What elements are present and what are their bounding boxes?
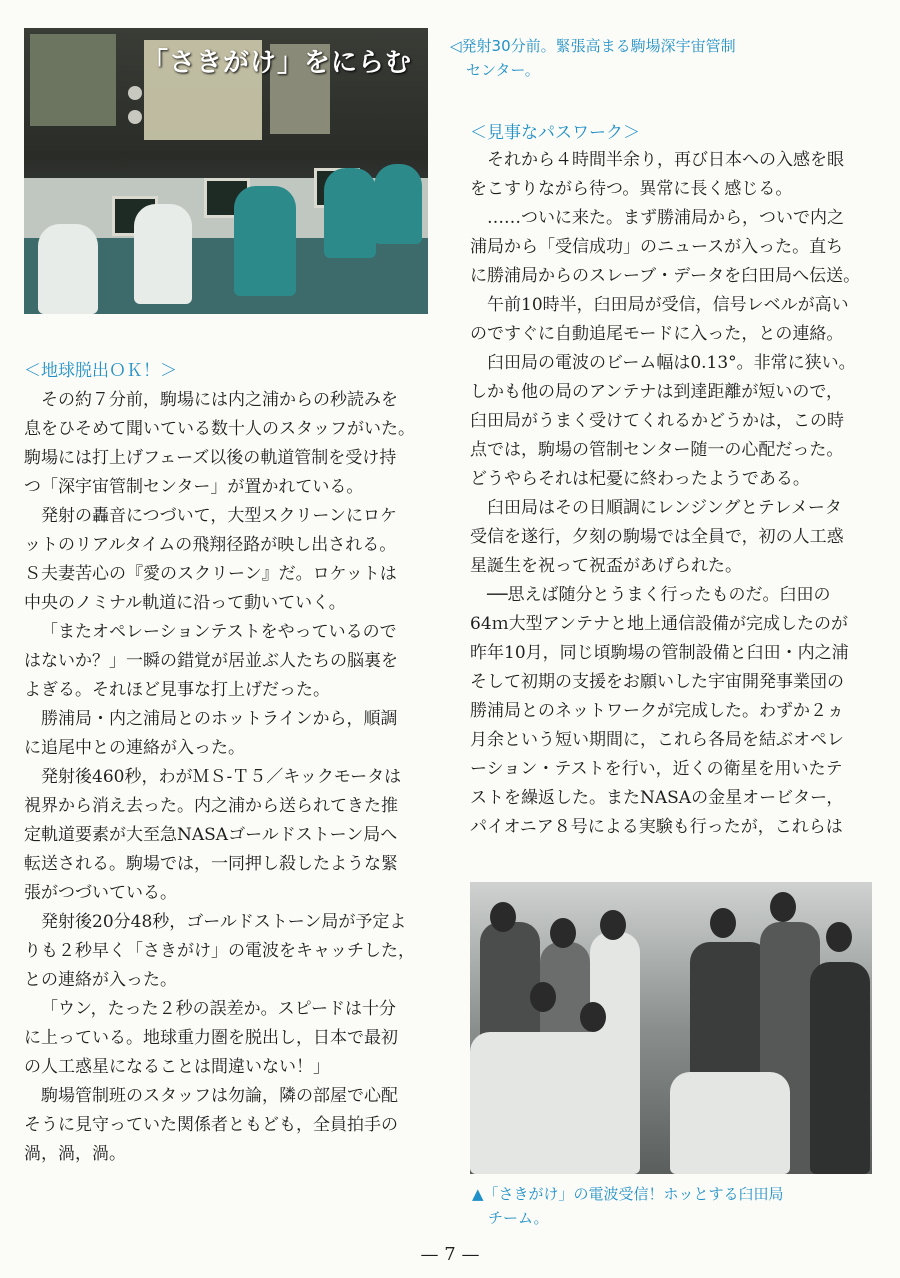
text-line: 発射後460秒，わがＭＳ-Ｔ５／キックモータは (41, 767, 402, 787)
text-line: 午前10時半，臼田局が受信，信号レベルが高い (487, 295, 849, 315)
caption-line: センター。 (466, 61, 540, 79)
display-screen (30, 34, 116, 126)
text-line: 渦，渦，渦。 (24, 1144, 126, 1164)
text-line: に勝浦局からのスレーブ・データを臼田局へ伝送。 (470, 266, 861, 286)
equipment (470, 1032, 640, 1174)
text-line: つ「深宇宙管制センター」が置かれている。 (24, 477, 364, 497)
text-line: ーション・テストを行い，近くの衛星を用いたテ (470, 759, 843, 779)
text-line: との連絡が入った。 (24, 970, 177, 990)
text-line: 「ウン，たった２秒の誤差か。スピードは十分 (41, 999, 396, 1019)
usuda-team-photo (470, 882, 872, 1174)
text-line: 浦局から「受信成功」のニュースが入った。直ち (470, 237, 844, 257)
text-line: 張がつづいている。 (24, 883, 177, 903)
section-heading: ＜地球脱出ＯＫ！＞ (24, 361, 177, 381)
text-line: よぎる。それほど見事な打上げだった。 (24, 680, 330, 700)
text-line: 発射後20分48秒，ゴールドストーン局が予定よ (41, 912, 407, 932)
team-member-head (770, 892, 796, 922)
team-member-head (600, 910, 626, 940)
team-member-head (530, 982, 556, 1012)
text-line: 駒場管制班のスタッフは勿論，隣の部屋で心配 (41, 1086, 398, 1106)
text-line: をこすりながら待つ。異常に長く感じる。 (470, 179, 793, 199)
operator (374, 164, 422, 244)
text-line: その約７分前，駒場には内之浦からの秒読みを (41, 390, 398, 410)
text-line: 64ｍ大型アンテナと地上通信設備が完成したのが (470, 614, 848, 634)
text-line: 月余という短い期間に，これら各局を結ぶオペレ (470, 730, 844, 750)
control-room-photo (24, 28, 428, 314)
photo-caption-bottom (472, 1182, 872, 1230)
text-line: に追尾中との連絡が入った。 (24, 738, 245, 758)
photo-title: 「さきがけ」をにらむ (142, 48, 413, 78)
operator (134, 204, 192, 304)
team-member-head (826, 922, 852, 952)
text-line: 駒場には打上げフェーズ以後の軌道管制を受け持 (24, 448, 397, 468)
text-line: 勝浦局とのネットワークが完成した。わずか２ヵ (470, 701, 844, 721)
caption-line: ▲「さきがけ」の電波受信！ホッとする臼田局 (472, 1185, 784, 1203)
text-line: それから４時間半余り，再び日本への入感を眼 (487, 150, 844, 170)
team-member-head (490, 902, 516, 932)
left-column-text (24, 386, 444, 1169)
text-line: ……ついに来た。まず勝浦局から，ついで内之 (487, 208, 844, 228)
right-column-text (470, 146, 890, 842)
operator (234, 186, 296, 296)
text-line: しかも他の局のアンテナは到達距離が短いので， (470, 382, 843, 402)
photo-caption-top (450, 34, 850, 82)
text-line: どうやらそれは杞憂に終わったようである。 (470, 469, 810, 489)
text-line: パイオニア８号による実験も行ったが，これらは (470, 817, 843, 837)
text-line: 息をひそめて聞いている数十人のスタッフがいた。 (24, 419, 415, 439)
clock-icon (128, 110, 142, 124)
text-line: りも２秒早く「さきがけ」の電波をキャッチした， (24, 941, 415, 961)
team-member-head (580, 1002, 606, 1032)
clock-icon (128, 86, 142, 100)
text-line: そうに見守っていた関係者ともども，全員拍手の (24, 1115, 398, 1135)
text-line: Ｓ夫妻苦心の『愛のスクリーン』だ。ロケットは (24, 564, 397, 584)
text-line: ットのリアルタイムの飛翔径路が映し出される。 (24, 535, 397, 555)
text-line: 発射の轟音につづいて，大型スクリーンにロケ (41, 506, 397, 526)
text-line: の人工惑星になることは間違いない！」 (24, 1057, 330, 1077)
text-line: 星誕生を祝って祝盃があげられた。 (470, 556, 742, 576)
team-member (810, 962, 870, 1174)
equipment (670, 1072, 790, 1174)
text-line: 受信を遂行，夕刻の駒場では全員で，初の人工惑 (470, 527, 844, 547)
text-line: のですぐに自動追尾モードに入った，との連絡。 (470, 324, 844, 344)
text-line: ストを繰返した。またNASAの金星オービター， (470, 788, 844, 808)
text-line: 臼田局がうまく受けてくれるかどうかは，この時 (470, 411, 844, 431)
caption-line: ◁発射30分前。緊張高まる駒場深宇宙管制 (450, 37, 736, 55)
text-line: そして初期の支援をお願いした宇宙開発事業団の (470, 672, 844, 692)
operator (324, 168, 376, 258)
text-line: 中央のノミナル軌道に沿って動いていく。 (24, 593, 346, 613)
operator (38, 224, 98, 314)
text-line: 定軌道要素が大至急NASAゴールドストーン局へ (24, 825, 398, 845)
text-line: 臼田局の電波のビーム幅は0.13°。非常に狭い。 (487, 353, 856, 373)
text-line: 点では，駒場の管制センター随一の心配だった。 (470, 440, 844, 460)
team-member-head (550, 918, 576, 948)
text-line: 勝浦局・内之浦局とのホットラインから，順調 (41, 709, 398, 729)
section-heading: ＜見事なパスワーク＞ (470, 123, 640, 143)
page-number: — 7 — (420, 1244, 480, 1265)
text-line: 視界から消え去った。内之浦から送られてきた推 (24, 796, 398, 816)
text-line: ──思えば随分とうまく行ったものだ。臼田の (487, 585, 831, 605)
team-member-head (710, 908, 736, 938)
text-line: 昨年10月，同じ頃駒場の管制設備と臼田・内之浦 (470, 643, 849, 663)
text-line: 転送される。駒場では，一同押し殺したような緊 (24, 854, 398, 874)
text-line: 臼田局はその日順調にレンジングとテレメータ (487, 498, 842, 518)
text-line: はないか？」一瞬の錯覚が居並ぶ人たちの脳裏を (24, 651, 398, 671)
text-line: 「またオペレーションテストをやっているので (41, 622, 397, 642)
caption-line: チーム。 (488, 1209, 549, 1227)
text-line: に上っている。地球重力圏を脱出し，日本で最初 (24, 1028, 398, 1048)
